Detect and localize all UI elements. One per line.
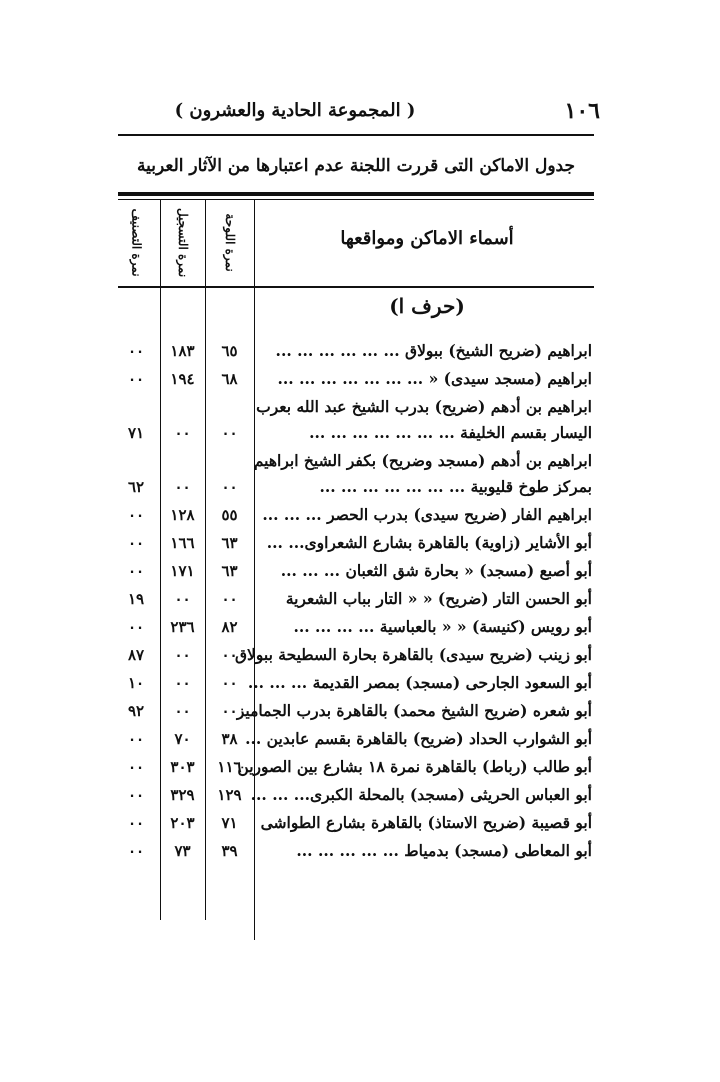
place-name-line: بمركز طوخ قليوبية ... ... ... ... ... ... ... — [319, 477, 592, 496]
registry-number: ٠٠ — [174, 674, 191, 692]
registry-number: ١٢٨ — [170, 506, 195, 524]
table-row — [0, 448, 720, 500]
classification-number: ٠٠ — [127, 342, 145, 360]
registry-number: ١٨٣ — [170, 342, 195, 360]
registry-number: ٠٠ — [174, 590, 191, 608]
page-number: ١٠٦ — [564, 98, 600, 124]
plate-number: ٠٠ — [221, 646, 238, 664]
place-name-line: أبو السعود الجارحى (مسجد) بمصر القديمة ... ... ... — [247, 673, 592, 692]
plate-number: ٦٥ — [221, 342, 238, 360]
plate-number: ٧١ — [221, 814, 238, 832]
classification-number: ٠٠ — [127, 842, 145, 860]
classification-number: ٠٠ — [127, 618, 145, 636]
table-row — [0, 698, 720, 724]
table-row — [0, 586, 720, 612]
place-name-line: ابراهيم بن أدهم (مسجد وضريح) بكفر الشيخ ابراهيم — [253, 451, 592, 470]
classification-number: ٧١ — [127, 424, 145, 442]
plate-number: ٦٣ — [221, 562, 238, 580]
table-row — [0, 726, 720, 752]
classification-number: ١٩ — [127, 590, 145, 608]
place-name-line: أبو زينب (ضريح سيدى) بالقاهرة بحارة السطيحة ببولاق — [235, 645, 592, 664]
registry-number: ٣٢٩ — [170, 786, 195, 804]
plate-number: ٠٠ — [221, 424, 238, 442]
registry-number: ٧٠ — [174, 730, 191, 748]
place-name-line: أبو الشوارب الحداد (ضريح) بالقاهرة بقسم عابدين ... — [245, 729, 592, 748]
classification-number: ٠٠ — [127, 562, 145, 580]
running-header — [110, 98, 600, 130]
table-row — [0, 782, 720, 808]
classification-number: ٨٧ — [127, 646, 145, 664]
table-row — [0, 754, 720, 780]
registry-number: ١٩٤ — [170, 370, 195, 388]
place-name-line: أبو رويس (كنيسة) « « بالعباسية ... ... ... ... — [293, 617, 592, 636]
classification-number: ٠٠ — [127, 370, 145, 388]
plate-number: ٦٣ — [221, 534, 238, 552]
classification-number: ٠٠ — [127, 730, 145, 748]
header-rule — [118, 134, 594, 136]
table-row — [0, 642, 720, 668]
table-row — [0, 810, 720, 836]
plate-number: ١٢٩ — [217, 786, 242, 804]
place-name-line: ابراهيم الفار (ضريح سيدى) بدرب الحصر ... ... ... — [262, 505, 592, 524]
column-header-classification — [112, 200, 160, 286]
registry-number: ٢٣٦ — [170, 618, 195, 636]
table-top-rule — [118, 192, 594, 196]
place-name-line: أبو المعاطى (مسجد) بدمياط ... ... ... ... ... — [296, 841, 592, 860]
table-row — [0, 614, 720, 640]
registry-number: ١٧١ — [170, 562, 195, 580]
table-row — [0, 670, 720, 696]
plate-number: ٠٠ — [221, 674, 238, 692]
plate-number: ٣٨ — [221, 730, 238, 748]
table-title: جدول الاماكن التى قررت اللجنة عدم اعتبارها من الآثار العربية — [137, 156, 575, 176]
column-header-registry — [160, 200, 205, 286]
classification-number: ٠٠ — [127, 814, 145, 832]
plate-number: ٣٩ — [221, 842, 238, 860]
classification-number: ٠٠ — [127, 534, 145, 552]
place-name-line: ابراهيم (مسجد سيدى) « ... ... ... ... ... ... ... — [277, 369, 592, 388]
place-name-line: ابراهيم بن أدهم (ضريح) بدرب الشيخ عبد الله بعرب — [256, 397, 592, 416]
place-name-line: أبو قصيبة (ضريح الاستاذ) بالقاهرة بشارع الطواشى — [260, 813, 592, 832]
table-header-rule — [118, 286, 594, 288]
classification-number: ٩٢ — [127, 702, 145, 720]
place-name-line: ابراهيم (ضريح الشيخ) ببولاق ... ... ... ... ... ... — [275, 341, 592, 360]
place-name-line: اليسار بقسم الخليفة ... ... ... ... ... ... ... — [309, 423, 592, 442]
registry-number: ٣٠٣ — [170, 758, 195, 776]
column-header-plate-label: نمرة اللوحة — [223, 213, 238, 273]
column-header-classification-label: نمرة التصنيف — [129, 208, 144, 278]
running-title: ( المجموعة الحادية والعشرون ) — [174, 100, 416, 121]
registry-number: ٢٠٣ — [170, 814, 195, 832]
place-name-line: أبو طالب (رباط) بالقاهرة نمرة ١٨ بشارع بين الصورين — [237, 757, 592, 776]
plate-number: ٠٠ — [221, 702, 238, 720]
column-header-plate — [205, 200, 254, 286]
place-name-line: أبو الأشاير (زاوية) بالقاهرة بشارع الشعراوى... ... — [266, 533, 592, 552]
plate-number: ١١٦ — [217, 758, 242, 776]
registry-number: ١٦٦ — [170, 534, 195, 552]
column-header-registry-label: نمرة التسجيل — [176, 208, 191, 278]
place-name-line: أبو شعره (ضريح الشيخ محمد) بالقاهرة بدرب الجماميز — [236, 701, 592, 720]
plate-number: ٦٨ — [221, 370, 238, 388]
table-row — [0, 338, 720, 364]
classification-number: ٦٢ — [127, 478, 145, 496]
plate-number: ٠٠ — [221, 478, 238, 496]
classification-number: ٠٠ — [127, 786, 145, 804]
place-name-line: أبو الحسن التار (ضريح) « « التار بباب الشعرية — [285, 589, 592, 608]
table-row — [0, 558, 720, 584]
registry-number: ٠٠ — [174, 646, 191, 664]
table-row — [0, 838, 720, 864]
column-header-names: أسماء الاماكن ومواقعها — [340, 228, 514, 249]
table-row — [0, 530, 720, 556]
place-name-line: أبو العباس الحريثى (مسجد) بالمحلة الكبرى... ... ... — [250, 785, 592, 804]
registry-number: ٠٠ — [174, 702, 191, 720]
registry-number: ٠٠ — [174, 478, 191, 496]
table-row — [0, 394, 720, 446]
classification-number: ٠٠ — [127, 758, 145, 776]
registry-number: ٠٠ — [174, 424, 191, 442]
plate-number: ٨٢ — [221, 618, 238, 636]
table-row — [0, 366, 720, 392]
place-name-line: أبو أصبع (مسجد) « بحارة شق الثعبان ... ... ... — [280, 561, 592, 580]
classification-number: ٠٠ — [127, 506, 145, 524]
section-heading: (حرف ا) — [389, 294, 465, 318]
table-row — [0, 502, 720, 528]
plate-number: ٠٠ — [221, 590, 238, 608]
registry-number: ٧٣ — [174, 842, 191, 860]
classification-number: ١٠ — [127, 674, 145, 692]
plate-number: ٥٥ — [221, 506, 238, 524]
